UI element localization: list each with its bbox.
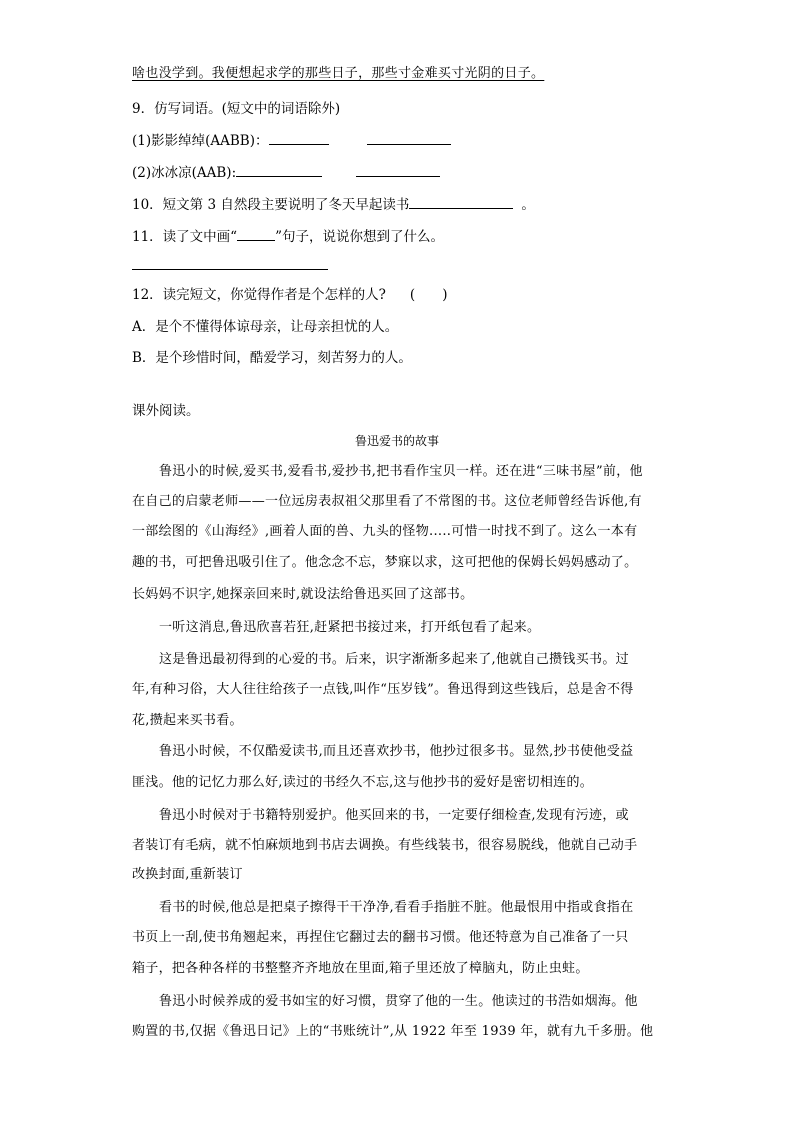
- question-10: [132, 194, 794, 215]
- question-12-title: 12．读完短文，你觉得作者是个怎样的人?: [132, 287, 386, 303]
- story-line-3: 一部绘图的《山海经》,画着人面的兽、九头的怪物.....可惜一时找不到了。这么一本有: [132, 524, 638, 539]
- story-line-12: 鲁迅小时候对于书籍特别爱护。他买回来的书，一定要仔细检查,发现有污迹，或: [159, 808, 629, 823]
- story-line-9: 花,攒起来买书看。: [132, 713, 243, 728]
- question-9-item-1-label: (1)影影绰绰(AABB)：: [132, 133, 269, 149]
- question-10-end: 。: [521, 197, 535, 213]
- story-line-16: 书页上一刮,使书角翘起来，再捏住它翻过去的翻书习惯。他还特意为自己准备了一只: [132, 930, 629, 945]
- story-line-1: 鲁迅小的时候,爱买书,爱看书,爱抄书,把书看作宝贝一样。还在进“三味书屋”前，他: [159, 464, 643, 479]
- story-line-15: 看书的时候,他总是把桌子擦得干干净净,看看手指脏不脏。他最恨用中指或食指在: [159, 900, 634, 915]
- underline-placeholder-11: [237, 226, 275, 241]
- answer-blank-9-1a[interactable]: [269, 130, 329, 145]
- answer-blank-9-1b[interactable]: [367, 130, 451, 145]
- option-a: A．是个不懂得体谅母亲，让母亲担忧的人。: [132, 319, 399, 335]
- option-b: B．是个珍惜时间，酷爱学习，刻苦努力的人。: [132, 350, 412, 366]
- story-line-18: 鲁迅小时候养成的爱书如宝的好习惯，贯穿了他的一生。他读过的书浩如烟海。他: [159, 994, 638, 1009]
- answer-line-11[interactable]: [132, 269, 328, 270]
- answer-blank-9-2b[interactable]: [356, 162, 440, 177]
- story-line-4: 趣的书，可把鲁迅吸引住了。他念念不忘，梦寐以求，这可把他的保姆长妈妈感动了。: [132, 555, 638, 570]
- question-12: [132, 285, 794, 305]
- story-line-5: 长妈妈不识字,她探亲回来时,就设法给鲁迅买回了这部书。: [132, 587, 474, 602]
- story-line-6: 一听这消息,鲁迅欣喜若狂,赶紧把书接过来，打开纸包看了起来。: [159, 620, 541, 635]
- story-line-19: 购置的书,仅据《鲁迅日记》上的“书账统计”,从 1922 年至 1939 年，就有九千多册。他: [132, 1024, 654, 1039]
- story-line-14: 改换封面,重新装订: [132, 867, 243, 882]
- question-11: [132, 226, 794, 247]
- story-line-11: 匪浅。他的记忆力那么好,读过的书经久不忘,这与他抄书的爱好是密切相连的。: [132, 775, 594, 790]
- story-line-7: 这是鲁迅最初得到的心爱的书。后来，识字渐渐多起来了,他就自己攒钱买书。过: [159, 652, 629, 667]
- story-line-2: 在自己的启蒙老师——一位远房表叔祖父那里看了不常图的书。这位老师曾经告诉他,有: [132, 494, 642, 509]
- question-10-text: 10．短文第 3 自然段主要说明了冬天早起读书: [132, 197, 410, 213]
- question-9-title: 9．仿写词语。(短文中的词语除外): [132, 101, 341, 117]
- question-9-item-1: [132, 130, 794, 151]
- section-heading: 课外阅读。: [132, 403, 200, 419]
- answer-paren-12[interactable]: ( ): [409, 287, 448, 303]
- answer-blank-9-2a[interactable]: [236, 162, 322, 177]
- question-9-item-2-label: (2)冰冰凉(AAB):: [132, 165, 237, 181]
- question-11-suffix: ”句子，说说你想到了什么。: [275, 229, 444, 245]
- answer-blank-10[interactable]: [409, 194, 513, 209]
- continuation-line: 啥也没学到。我便想起求学的那些日子，那些寸金难买寸光阴的日子。: [132, 66, 545, 81]
- story-title: 鲁迅爱书的故事: [354, 434, 439, 448]
- story-line-8: 年,有种习俗，大人往往给孩子一点钱,叫作“压岁钱”。鲁迅得到这些钱后，总是舍不得: [132, 682, 634, 697]
- story-line-13: 者装订有毛病，就不怕麻烦地到书店去调换。有些线装书，很容易脱线，他就自己动手: [132, 838, 638, 853]
- story-line-17: 箱子，把各种各样的书整整齐齐地放在里面,箱子里还放了樟脑丸，防止虫蛀。: [132, 961, 589, 976]
- question-9-item-2: [132, 162, 794, 183]
- story-line-10: 鲁迅小时候，不仅酷爱读书,而且还喜欢抄书，他抄过很多书。显然,抄书使他受益: [159, 744, 634, 759]
- question-11-prefix: 11．读了文中画“: [132, 229, 238, 245]
